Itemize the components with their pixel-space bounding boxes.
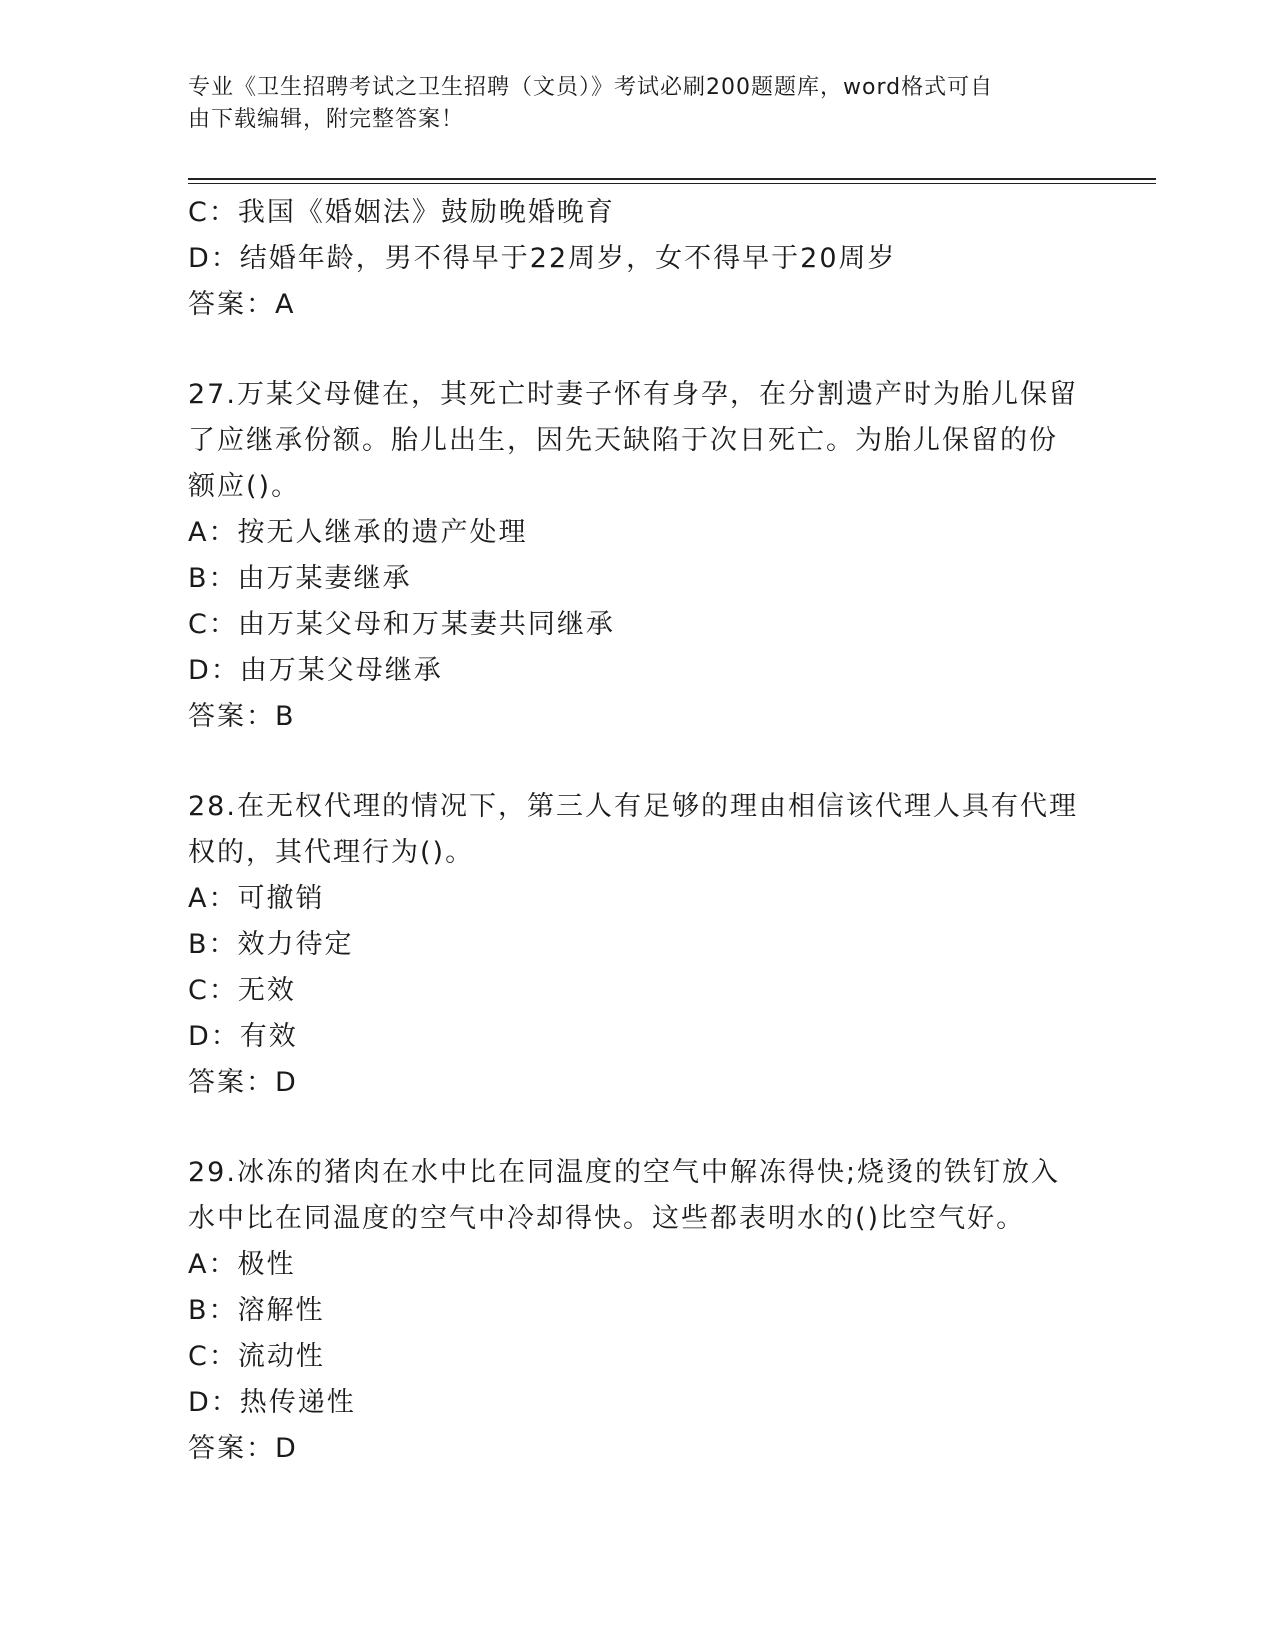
- document-body: [188, 190, 1088, 1472]
- question-28: [188, 784, 1088, 1106]
- question-text-line: 水中比在同温度的空气中冷却得快。这些都表明水的()比空气好。: [188, 1203, 1026, 1234]
- option-b: B：溶解性: [188, 1295, 325, 1326]
- option-d: D：由万某父母继承: [188, 655, 443, 686]
- answer-line: 答案：D: [188, 1433, 298, 1464]
- document-header: [188, 72, 1068, 136]
- option-c: C：我国《婚姻法》鼓励晚婚晚育: [188, 197, 615, 228]
- option-a: A：按无人继承的遗产处理: [188, 517, 528, 548]
- spacer: [188, 328, 1088, 372]
- spacer: [188, 1106, 1088, 1150]
- question-29: [188, 1150, 1088, 1472]
- question-text-line: 权的，其代理行为()。: [188, 837, 475, 868]
- question-text-line: 额应()。: [188, 471, 301, 502]
- answer-line: 答案：A: [188, 289, 296, 320]
- question-text-line: 29.冰冻的猪肉在水中比在同温度的空气中解冻得快;烧烫的铁钉放入: [188, 1157, 1061, 1188]
- option-c: C：流动性: [188, 1341, 325, 1372]
- option-d: D：有效: [188, 1021, 298, 1052]
- answer-line: 答案：D: [188, 1067, 298, 1098]
- header-divider-thin: [188, 183, 1156, 184]
- option-b: B：由万某妻继承: [188, 563, 412, 594]
- option-a: A：极性: [188, 1249, 296, 1280]
- question-text-line: 27.万某父母健在，其死亡时妻子怀有身孕，在分割遗产时为胎儿保留: [188, 379, 1078, 410]
- option-c: C：无效: [188, 975, 296, 1006]
- header-divider-thick: [188, 178, 1156, 180]
- option-c: C：由万某父母和万某妻共同继承: [188, 609, 615, 640]
- option-a: A：可撤销: [188, 883, 325, 914]
- option-b: B：效力待定: [188, 929, 354, 960]
- spacer: [188, 740, 1088, 784]
- option-d: D：结婚年龄，男不得早于22周岁，女不得早于20周岁: [188, 243, 897, 274]
- header-line-1: 专业《卫生招聘考试之卫生招聘（文员）》考试必刷200题题库，word格式可自: [188, 75, 994, 100]
- question-27: [188, 372, 1088, 740]
- answer-line: 答案：B: [188, 701, 296, 732]
- question-text-line: 28.在无权代理的情况下，第三人有足够的理由相信该代理人具有代理: [188, 791, 1078, 822]
- header-line-2: 由下载编辑，附完整答案！: [188, 107, 465, 132]
- question-text-line: 了应继承份额。胎儿出生，因先天缺陷于次日死亡。为胎儿保留的份: [188, 425, 1058, 456]
- option-d: D：热传递性: [188, 1387, 356, 1418]
